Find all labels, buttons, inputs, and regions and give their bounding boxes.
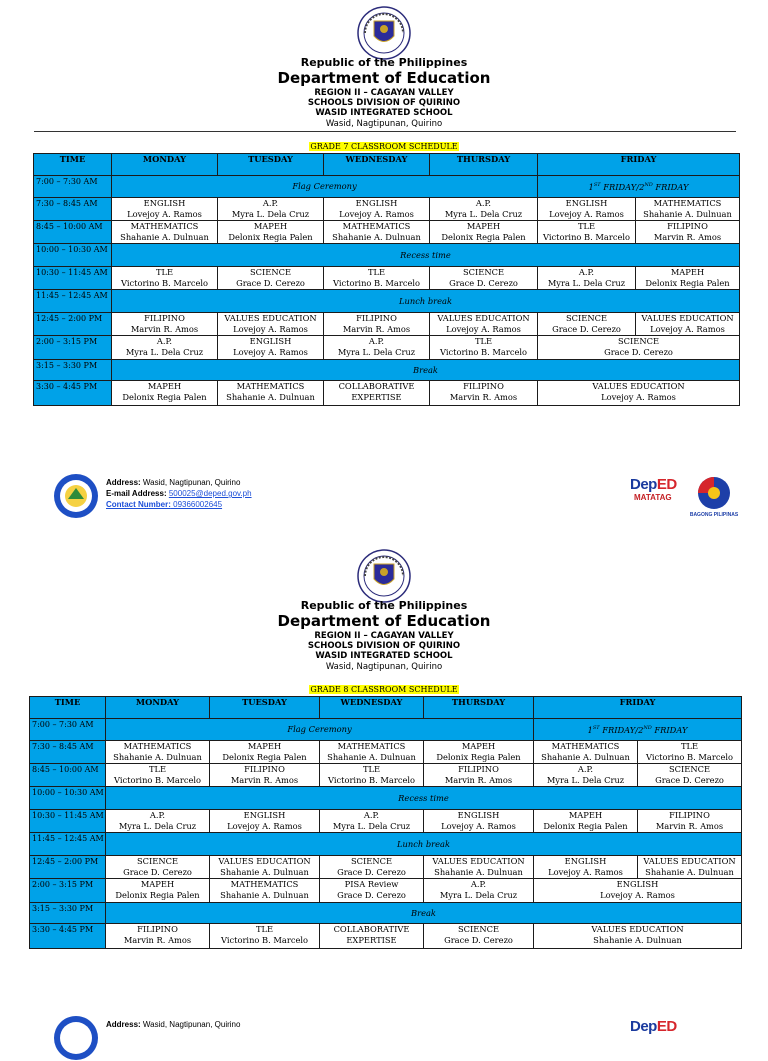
time-cell: 3:30 – 4:45 PM: [34, 381, 112, 406]
division-label: SCHOOLS DIVISION OF QUIRINO: [307, 98, 461, 108]
address-label: Address:: [106, 1020, 141, 1029]
class-cell: A.P. Myra L. Dela Cruz: [424, 879, 534, 903]
lunch-band: Lunch break: [106, 833, 742, 856]
class-cell: SCIENCE Grace D. Cerezo: [538, 313, 636, 336]
time-cell: 7:30 – 8:45 AM: [30, 741, 106, 764]
contact-number[interactable]: 09366002645: [170, 500, 223, 509]
class-cell: TLE Victorino B. Marcelo: [210, 924, 320, 949]
class-cell: FILIPINO Marvin R. Amos: [324, 313, 430, 336]
division-label: SCHOOLS DIVISION OF QUIRINO: [307, 641, 461, 651]
class-cell: TLE Victorino B. Marcelo: [324, 267, 430, 290]
time-cell: 10:00 – 10:30 AM: [30, 787, 106, 810]
class-cell: ENGLISH Lovejoy A. Ramos: [424, 810, 534, 833]
school-seal-icon: [53, 473, 99, 519]
page-footer: [0, 473, 768, 523]
class-cell: SCIENCE Grace D. Cerezo: [106, 856, 210, 879]
school-name: WASID INTEGRATED SCHOOL: [315, 651, 453, 661]
region-label: REGION II – CAGAYAN VALLEY: [314, 631, 454, 641]
class-cell: MATHEMATICS Shahanie A. Dulnuan: [320, 741, 424, 764]
class-cell: ENGLISH Lovejoy A. Ramos: [324, 198, 430, 221]
svg-text:BAGONG PILIPINAS: BAGONG PILIPINAS: [689, 512, 739, 518]
school-address: Wasid, Nagtipunan, Quirino: [325, 662, 443, 672]
deped-seal-icon: [357, 549, 411, 603]
class-cell: SCIENCE Grace D. Cerezo: [430, 267, 538, 290]
col-header-wednesday: WEDNESDAY: [324, 154, 430, 176]
class-cell: FILIPINO Marvin R. Amos: [424, 764, 534, 787]
class-cell: COLLABORATIVE EXPERTISE: [324, 381, 430, 406]
deped-matatag-logo: DepED: [630, 1018, 677, 1035]
time-cell: 3:15 – 3:30 PM: [34, 360, 112, 381]
school-address: Wasid, Nagtipunan, Quirino: [325, 119, 443, 129]
class-cell: FILIPINO Marvin R. Amos: [636, 221, 740, 244]
class-cell: TLE Victorino B. Marcelo: [320, 764, 424, 787]
class-cell: MATHEMATICS Shahanie A. Dulnuan: [112, 221, 218, 244]
class-cell: A.P. Myra L. Dela Cruz: [534, 764, 638, 787]
col-header-friday: FRIDAY: [538, 154, 740, 176]
class-cell: SCIENCE Grace D. Cerezo: [638, 764, 742, 787]
class-cell: A.P. Myra L. Dela Cruz: [112, 336, 218, 360]
class-cell: TLE Victorino B. Marcelo: [430, 336, 538, 360]
time-cell: 12:45 – 2:00 PM: [34, 313, 112, 336]
class-cell: A.P. Myra L. Dela Cruz: [320, 810, 424, 833]
class-cell: SCIENCE Grace D. Cerezo: [320, 856, 424, 879]
bagong-pilipinas-logo: [690, 473, 738, 519]
time-cell: 10:30 – 11:45 AM: [30, 810, 106, 833]
header-divider: [34, 131, 736, 132]
school-name: WASID INTEGRATED SCHOOL: [315, 108, 453, 118]
class-cell: VALUES EDUCATION Shahanie A. Dulnuan: [424, 856, 534, 879]
class-cell: A.P. Myra L. Dela Cruz: [106, 810, 210, 833]
class-cell: ENGLISH Lovejoy A. Ramos: [538, 198, 636, 221]
class-cell: VALUES EDUCATION Lovejoy A. Ramos: [430, 313, 538, 336]
class-cell: VALUES EDUCATION Lovejoy A. Ramos: [636, 313, 740, 336]
time-cell: 2:00 – 3:15 PM: [30, 879, 106, 903]
col-header-monday: MONDAY: [112, 154, 218, 176]
class-cell: MAPEH Delonix Regia Palen: [210, 741, 320, 764]
class-cell: MATHEMATICS Shahanie A. Dulnuan: [324, 221, 430, 244]
class-cell: A.P. Myra L. Dela Cruz: [538, 267, 636, 290]
class-cell: ENGLISH Lovejoy A. Ramos: [534, 856, 638, 879]
col-header-tuesday: TUESDAY: [210, 697, 320, 719]
republic-label: Republic of the Philippines: [300, 599, 468, 612]
class-cell: PISA Review Grace D. Cerezo: [320, 879, 424, 903]
class-cell: A.P. Myra L. Dela Cruz: [430, 198, 538, 221]
deped-matatag-logo: DepED MATATAG: [630, 476, 677, 502]
department-title: Department of Education: [277, 612, 491, 630]
class-cell: ENGLISH Lovejoy A. Ramos: [534, 879, 742, 903]
class-cell: TLE Victorino B. Marcelo: [106, 764, 210, 787]
break-band: Break: [106, 903, 742, 924]
recess-band: Recess time: [106, 787, 742, 810]
class-cell: MAPEH Delonix Regia Palen: [430, 221, 538, 244]
col-header-monday: MONDAY: [106, 697, 210, 719]
flag-ceremony-band: Flag Ceremony: [106, 719, 534, 741]
lunch-band: Lunch break: [112, 290, 740, 313]
deped-seal-icon: [357, 6, 411, 60]
class-cell: FILIPINO Marvin R. Amos: [106, 924, 210, 949]
department-title: Department of Education: [277, 69, 491, 87]
friday-note: 1ST FRIDAY/2ND FRIDAY: [534, 719, 742, 741]
class-cell: SCIENCE Grace D. Cerezo: [424, 924, 534, 949]
time-cell: 7:00 – 7:30 AM: [30, 719, 106, 741]
col-header-wednesday: WEDNESDAY: [320, 697, 424, 719]
class-cell: TLE Victorino B. Marcelo: [638, 741, 742, 764]
class-cell: VALUES EDUCATION Shahanie A. Dulnuan: [534, 924, 742, 949]
address-value: Wasid, Nagtipunan, Quirino: [140, 1020, 241, 1029]
class-cell: SCIENCE Grace D. Cerezo: [218, 267, 324, 290]
schedule-page-grade8: [0, 543, 768, 1035]
col-header-friday: FRIDAY: [534, 697, 742, 719]
class-cell: MATHEMATICS Shahanie A. Dulnuan: [210, 879, 320, 903]
class-cell: VALUES EDUCATION Lovejoy A. Ramos: [218, 313, 324, 336]
col-header-time: TIME: [34, 154, 112, 176]
schedule-title: GRADE 7 CLASSROOM SCHEDULE: [310, 142, 458, 151]
time-cell: 10:30 – 11:45 AM: [34, 267, 112, 290]
class-cell: VALUES EDUCATION Shahanie A. Dulnuan: [638, 856, 742, 879]
class-cell: FILIPINO Marvin R. Amos: [430, 381, 538, 406]
time-cell: 8:45 – 10:00 AM: [30, 764, 106, 787]
class-cell: MAPEH Delonix Regia Palen: [106, 879, 210, 903]
time-cell: 11:45 – 12:45 AM: [34, 290, 112, 313]
time-cell: 3:30 – 4:45 PM: [30, 924, 106, 949]
col-header-time: TIME: [30, 697, 106, 719]
time-cell: 7:00 – 7:30 AM: [34, 176, 112, 198]
class-cell: MAPEH Delonix Regia Palen: [534, 810, 638, 833]
class-cell: TLE Victorino B. Marcelo: [538, 221, 636, 244]
class-cell: VALUES EDUCATION Shahanie A. Dulnuan: [210, 856, 320, 879]
contact-block: [106, 1019, 240, 1030]
friday-note: 1ST FRIDAY/2ND FRIDAY: [538, 176, 740, 198]
time-cell: 2:00 – 3:15 PM: [34, 336, 112, 360]
class-cell: TLE Victorino B. Marcelo: [112, 267, 218, 290]
col-header-thursday: THURSDAY: [424, 697, 534, 719]
break-band: Break: [112, 360, 740, 381]
class-cell: A.P. Myra L. Dela Cruz: [324, 336, 430, 360]
flag-ceremony-band: Flag Ceremony: [112, 176, 538, 198]
schedule-table: [29, 696, 742, 949]
class-cell: ENGLISH Lovejoy A. Ramos: [112, 198, 218, 221]
schedule-table: [33, 153, 740, 406]
recess-band: Recess time: [112, 244, 740, 267]
class-cell: MAPEH Delonix Regia Palen: [218, 221, 324, 244]
schedule-title: GRADE 8 CLASSROOM SCHEDULE: [310, 685, 458, 694]
school-seal-icon: [53, 1015, 99, 1061]
class-cell: MAPEH Delonix Regia Palen: [636, 267, 740, 290]
class-cell: VALUES EDUCATION Lovejoy A. Ramos: [538, 381, 740, 406]
class-cell: A.P. Myra L. Dela Cruz: [218, 198, 324, 221]
region-label: REGION II – CAGAYAN VALLEY: [314, 88, 454, 98]
class-cell: MATHEMATICS Shahanie A. Dulnuan: [106, 741, 210, 764]
contact-label: Contact Number:: [106, 500, 171, 509]
class-cell: MATHEMATICS Shahanie A. Dulnuan: [218, 381, 324, 406]
time-cell: 3:15 – 3:30 PM: [30, 903, 106, 924]
class-cell: ENGLISH Lovejoy A. Ramos: [218, 336, 324, 360]
address-value: Wasid, Nagtipunan, Quirino: [140, 478, 241, 487]
contact-block: [106, 477, 252, 510]
class-cell: MAPEH Delonix Regia Palen: [112, 381, 218, 406]
time-cell: 12:45 – 2:00 PM: [30, 856, 106, 879]
col-header-tuesday: TUESDAY: [218, 154, 324, 176]
class-cell: FILIPINO Marvin R. Amos: [210, 764, 320, 787]
class-cell: MATHEMATICS Shahanie A. Dulnuan: [534, 741, 638, 764]
time-cell: 8:45 – 10:00 AM: [34, 221, 112, 244]
time-cell: 11:45 – 12:45 AM: [30, 833, 106, 856]
time-cell: 7:30 – 8:45 AM: [34, 198, 112, 221]
email-label: E-mail Address:: [106, 489, 167, 498]
col-header-thursday: THURSDAY: [430, 154, 538, 176]
class-cell: MAPEH Delonix Regia Palen: [424, 741, 534, 764]
email-link[interactable]: 500025@deped.gov.ph: [168, 489, 252, 498]
republic-label: Republic of the Philippines: [300, 56, 468, 69]
class-cell: FILIPINO Marvin R. Amos: [112, 313, 218, 336]
class-cell: COLLABORATIVE EXPERTISE: [320, 924, 424, 949]
class-cell: SCIENCE Grace D. Cerezo: [538, 336, 740, 360]
page-footer: [0, 1015, 768, 1035]
class-cell: FILIPINO Marvin R. Amos: [638, 810, 742, 833]
class-cell: MATHEMATICS Shahanie A. Dulnuan: [636, 198, 740, 221]
time-cell: 10:00 – 10:30 AM: [34, 244, 112, 267]
class-cell: ENGLISH Lovejoy A. Ramos: [210, 810, 320, 833]
address-label: Address:: [106, 478, 141, 487]
